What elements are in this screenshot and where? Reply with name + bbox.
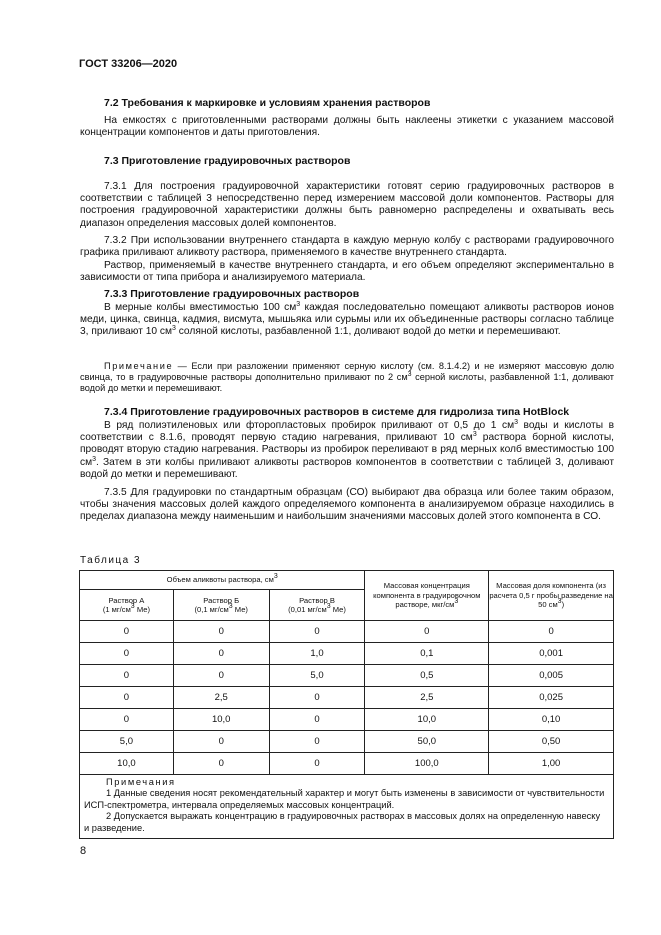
superscript: 3 xyxy=(171,325,176,333)
superscript: 3 xyxy=(130,603,135,610)
table-row xyxy=(80,709,614,731)
table-caption: Таблица 3 xyxy=(80,555,142,566)
table-cell: 2,5 xyxy=(173,687,269,709)
table-cell: 0,1 xyxy=(365,643,489,665)
table-body xyxy=(80,621,614,775)
table-cell: 0,50 xyxy=(489,731,614,753)
table-cell: 0,005 xyxy=(489,665,614,687)
table-cell: 2,5 xyxy=(365,687,489,709)
table-cell: 0 xyxy=(80,687,174,709)
table-3 xyxy=(79,570,614,839)
text-fragment: Ме) xyxy=(330,605,346,614)
paragraph-7-3-4 xyxy=(80,420,614,481)
table-cell: 0,5 xyxy=(365,665,489,687)
text-fragment: Массовая доля компонента (из расчета 0,5 г пробы разведение на 50 см xyxy=(489,581,613,610)
document-header: ГОСТ 33206—2020 xyxy=(79,58,178,70)
table-cell: 10,0 xyxy=(80,753,174,775)
table-cell: 0,10 xyxy=(489,709,614,731)
table-row xyxy=(80,731,614,753)
superscript: 3 xyxy=(273,573,278,581)
table-cell: 1,0 xyxy=(269,643,365,665)
table-cell: 10,0 xyxy=(365,709,489,731)
column-header-concentration xyxy=(365,571,489,621)
text-fragment: соляной кислоты, разбавленной 1:1, доливают водой до метки и перемешивают. xyxy=(175,326,561,338)
table-notes-row xyxy=(80,775,614,839)
paragraph-7-3-2: 7.3.2 При использовании внутреннего стандарта в каждую мерную колбу с растворами градуировочного графика приливают аликвоту раствора, применяемого в качестве внутреннего стандарта. xyxy=(80,235,614,259)
table-cell: 0 xyxy=(489,621,614,643)
text-fragment: серной кислоты, разбавленной 1:1, доливают водой до метки и перемешивают. xyxy=(80,372,614,394)
table-row xyxy=(80,753,614,775)
text-fragment: Ме) xyxy=(232,605,248,614)
table-cell: 0 xyxy=(269,687,365,709)
text-fragment: . Затем в эти колбы приливают аликвоты растворов компонентов в соответствии с таблицей 3, доливают водой до метки и перемешивают. xyxy=(80,456,614,480)
text-fragment: (0,1 мг/см xyxy=(194,605,229,614)
paragraph-7-3-1: 7.3.1 Для построения градуировочной характеристики готовят серию градуировочных растворов в соответствии с таблицей 3 непосредственно перед измерением массовой доли компонентов. Растворы для построения градуировочной характеристики должны быть равномерно распределены и охватывать весь диапазон определения массовых долей компонентов. xyxy=(80,181,614,229)
table-cell: 50,0 xyxy=(365,731,489,753)
note-7-3-3 xyxy=(80,361,614,395)
superscript: 3 xyxy=(472,431,477,439)
text-fragment: (0,01 мг/см xyxy=(288,605,327,614)
text-fragment: воды и кислоты в соответствии с 8.1.6, проводят первую стадию нагревания, приливают 10 см xyxy=(80,420,614,444)
text-fragment: (1 мг/см xyxy=(102,605,131,614)
text-fragment: Объем аликвоты раствора, см xyxy=(166,575,274,585)
table-cell: 0 xyxy=(269,753,365,775)
page-number: 8 xyxy=(80,845,87,857)
paragraph-7-3-3 xyxy=(80,302,614,339)
column-header-solution-c xyxy=(269,590,365,621)
text-fragment: Раствор А xyxy=(108,595,145,605)
superscript: 3 xyxy=(92,455,97,463)
table-cell: 0,025 xyxy=(489,687,614,709)
section-7-2-paragraph: На емкостях с приготовленными растворами должны быть наклеены этикетки с указанием массовой концентрации компонентов и даты приготовления. xyxy=(80,115,614,139)
table-cell: 10,0 xyxy=(173,709,269,731)
text-fragment: ) xyxy=(561,600,565,610)
table-cell: 0 xyxy=(80,643,174,665)
table-note-2: 2 Допускается выражать концентрацию в градуировочных растворах в массовых долях на определенную навеску и разведение. xyxy=(84,811,601,833)
table-cell: 0 xyxy=(269,709,365,731)
table-cell: 0 xyxy=(80,665,174,687)
text-fragment: Массовая концентрация компонента в градуировочном растворе, мкг/см xyxy=(373,581,481,610)
table-header-row xyxy=(80,571,614,590)
table-cell: 5,0 xyxy=(80,731,174,753)
section-7-2-heading: 7.2 Требования к маркировке и условиям хранения растворов xyxy=(104,97,431,109)
section-7-3-4-heading: 7.3.4 Приготовление градуировочных растворов в системе для гидролиза типа HotBlock xyxy=(104,406,570,418)
table-cell: 0 xyxy=(173,753,269,775)
superscript: 3 xyxy=(228,603,233,610)
column-header-mass-fraction xyxy=(489,571,614,621)
table-row xyxy=(80,621,614,643)
table-cell: 0 xyxy=(173,731,269,753)
superscript: 3 xyxy=(514,419,518,426)
section-7-3-heading: 7.3 Приготовление градуировочных растворов xyxy=(104,155,351,167)
table-cell: 0,001 xyxy=(489,643,614,665)
section-7-3-3-heading: 7.3.3 Приготовление градуировочных растворов xyxy=(104,288,360,300)
table-row xyxy=(80,665,614,687)
table-notes xyxy=(80,775,614,839)
paragraph-7-3-5: 7.3.5 Для градуировки по стандартным образцам (СО) выбирают два образца или более таким образом, чтобы значения массовых долей каждого определяемого компонента в анализируемом образце находились в пределах диапазона между наименьшим и наибольшим значениями массовых долей этого компонента в СО. xyxy=(80,487,614,523)
text-fragment: Раствор В xyxy=(299,595,335,605)
column-header-solution-b xyxy=(173,590,269,621)
table-cell: 0 xyxy=(269,621,365,643)
text-fragment: каждая последовательно помещают аликвоты растворов ионов меди, цинка, свинца, кадмия, висмута, мышьяка или сурьмы или их объединенные растворы согласно таблице 3, приливают 10 см xyxy=(80,302,614,338)
text-fragment: В ряд полиэтиленовых или фторопластовых пробирок приливают от 0,5 до 1 см xyxy=(104,420,515,431)
text-fragment: Раствор Б xyxy=(203,595,240,605)
superscript: 3 xyxy=(296,301,301,308)
text-fragment: — Если при разложении применяют серную кислоту (см. 8.1.4.2) и не измеряют массовую долю свинца, то в градуировочные растворы дополнительно приливают по 2 см xyxy=(80,361,614,383)
column-header-solution-a xyxy=(80,590,174,621)
table-note-1: 1 Данные сведения носят рекомендательный характер и могут быть изменены в зависимости от чувствительности ИСП-спектрометра, интервала определяемых массовых концентраций. xyxy=(84,788,605,810)
superscript: 3 xyxy=(557,598,562,606)
text-fragment: раствора борной кислоты, проводят вторую стадию нагревания. Растворы из пробирок переливают в ряд мерных колб вместимостью 100 см xyxy=(80,432,614,468)
paragraph-7-3-2-cont: Раствор, применяемый в качестве внутреннего стандарта, и его объем определяют экспериментально в зависимости от типа прибора и анализируемого материала. xyxy=(80,260,614,284)
note-label: Примечание xyxy=(104,361,174,371)
superscript: 3 xyxy=(454,598,459,606)
table-row xyxy=(80,687,614,709)
group-header xyxy=(80,571,365,590)
table-cell: 0 xyxy=(365,621,489,643)
table-cell: 0 xyxy=(80,621,174,643)
table-cell: 0 xyxy=(173,665,269,687)
table-row xyxy=(80,643,614,665)
table-cell: 1,00 xyxy=(489,753,614,775)
notes-title: Примечания xyxy=(106,777,176,787)
table-cell: 100,0 xyxy=(365,753,489,775)
text-fragment: Ме) xyxy=(134,605,150,614)
superscript: 3 xyxy=(407,371,412,379)
superscript: 3 xyxy=(326,603,331,610)
table-cell: 0 xyxy=(269,731,365,753)
table-cell: 0 xyxy=(173,643,269,665)
text-fragment: В мерные колбы вместимостью 100 см xyxy=(104,302,297,313)
table-cell: 0 xyxy=(173,621,269,643)
table-cell: 0 xyxy=(80,709,174,731)
table-cell: 5,0 xyxy=(269,665,365,687)
